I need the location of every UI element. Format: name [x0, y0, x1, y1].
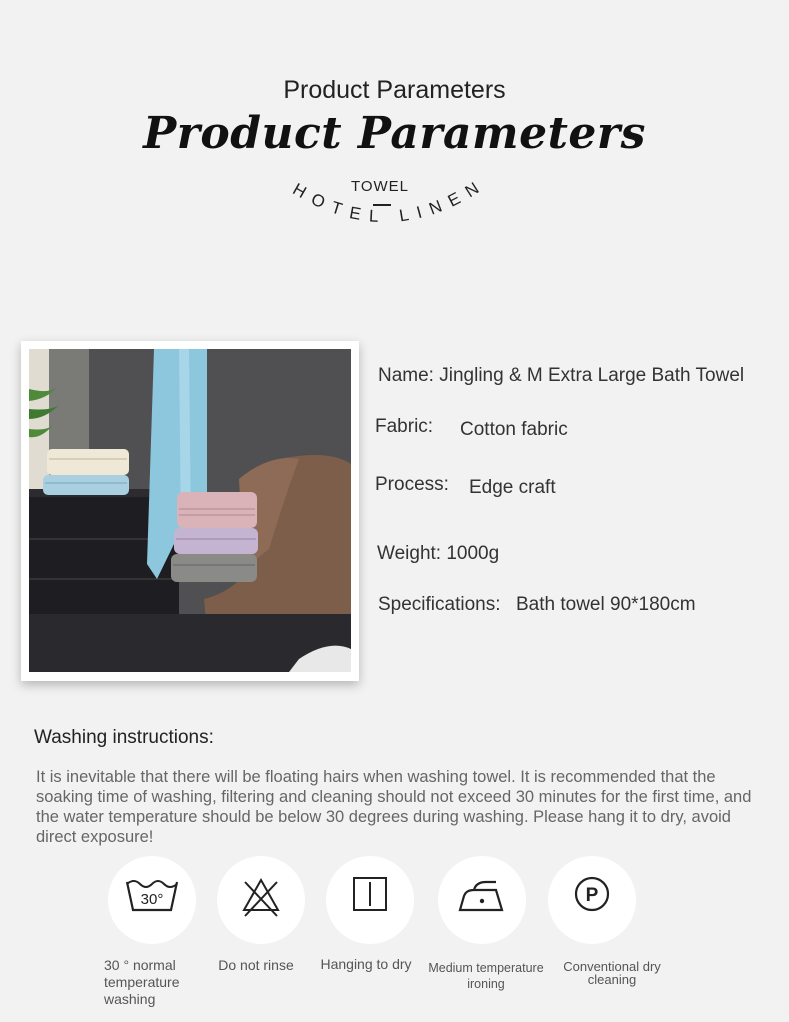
logo-arc-text: HOTEL LINEN [289, 173, 490, 227]
script-title: Product Parameters [143, 108, 646, 159]
product-photo-frame [21, 341, 359, 681]
hang-dry-icon [326, 856, 414, 944]
care-label-wash-30: 30 ° normal temperature washing [104, 957, 180, 1007]
dry-clean-icon [548, 856, 636, 944]
logo-top-text: TOWEL [350, 178, 410, 195]
iron-medium-icon [438, 856, 526, 944]
spec-weight: Weight: 1000g [377, 543, 500, 564]
dry-clean-text: P [585, 885, 599, 906]
spec-process-value: Edge craft [469, 477, 556, 498]
care-label-hang-dry: Hanging to dry [320, 956, 412, 972]
spec-fabric-value: Cotton fabric [460, 419, 568, 440]
care-label-do-not-rinse: Do not rinse [218, 957, 294, 973]
spec-specifications-value: Bath towel 90*180cm [516, 594, 696, 615]
washing-heading: Washing instructions: [34, 727, 214, 748]
do-not-rinse-icon [217, 856, 305, 944]
wash-30-icon [108, 856, 196, 944]
hotel-linen-logo [270, 172, 500, 252]
spec-process-label: Process: [375, 474, 449, 495]
product-photo [29, 349, 351, 672]
spec-fabric-label: Fabric: [375, 416, 434, 437]
washing-text: It is inevitable that there will be floating hairs when washing towel. It is recommended that the soaking time of washing, filtering and cleaning should not exceed 30 minutes for the first time, and the water temperature should be below 30 degrees during washing. Please hang it to dry, avoid direct exposure! [36, 768, 752, 846]
spec-specifications-label: Specifications: [378, 594, 501, 615]
wash-30-text: 30° [140, 891, 164, 908]
care-label-iron-medium: Medium temperature ironing [428, 961, 544, 991]
spec-name: Name: Jingling & M Extra Large Bath Towel [378, 365, 745, 386]
page-title: Product Parameters [283, 76, 506, 104]
care-label-dry-clean: Conventional dry cleaning [563, 959, 661, 987]
